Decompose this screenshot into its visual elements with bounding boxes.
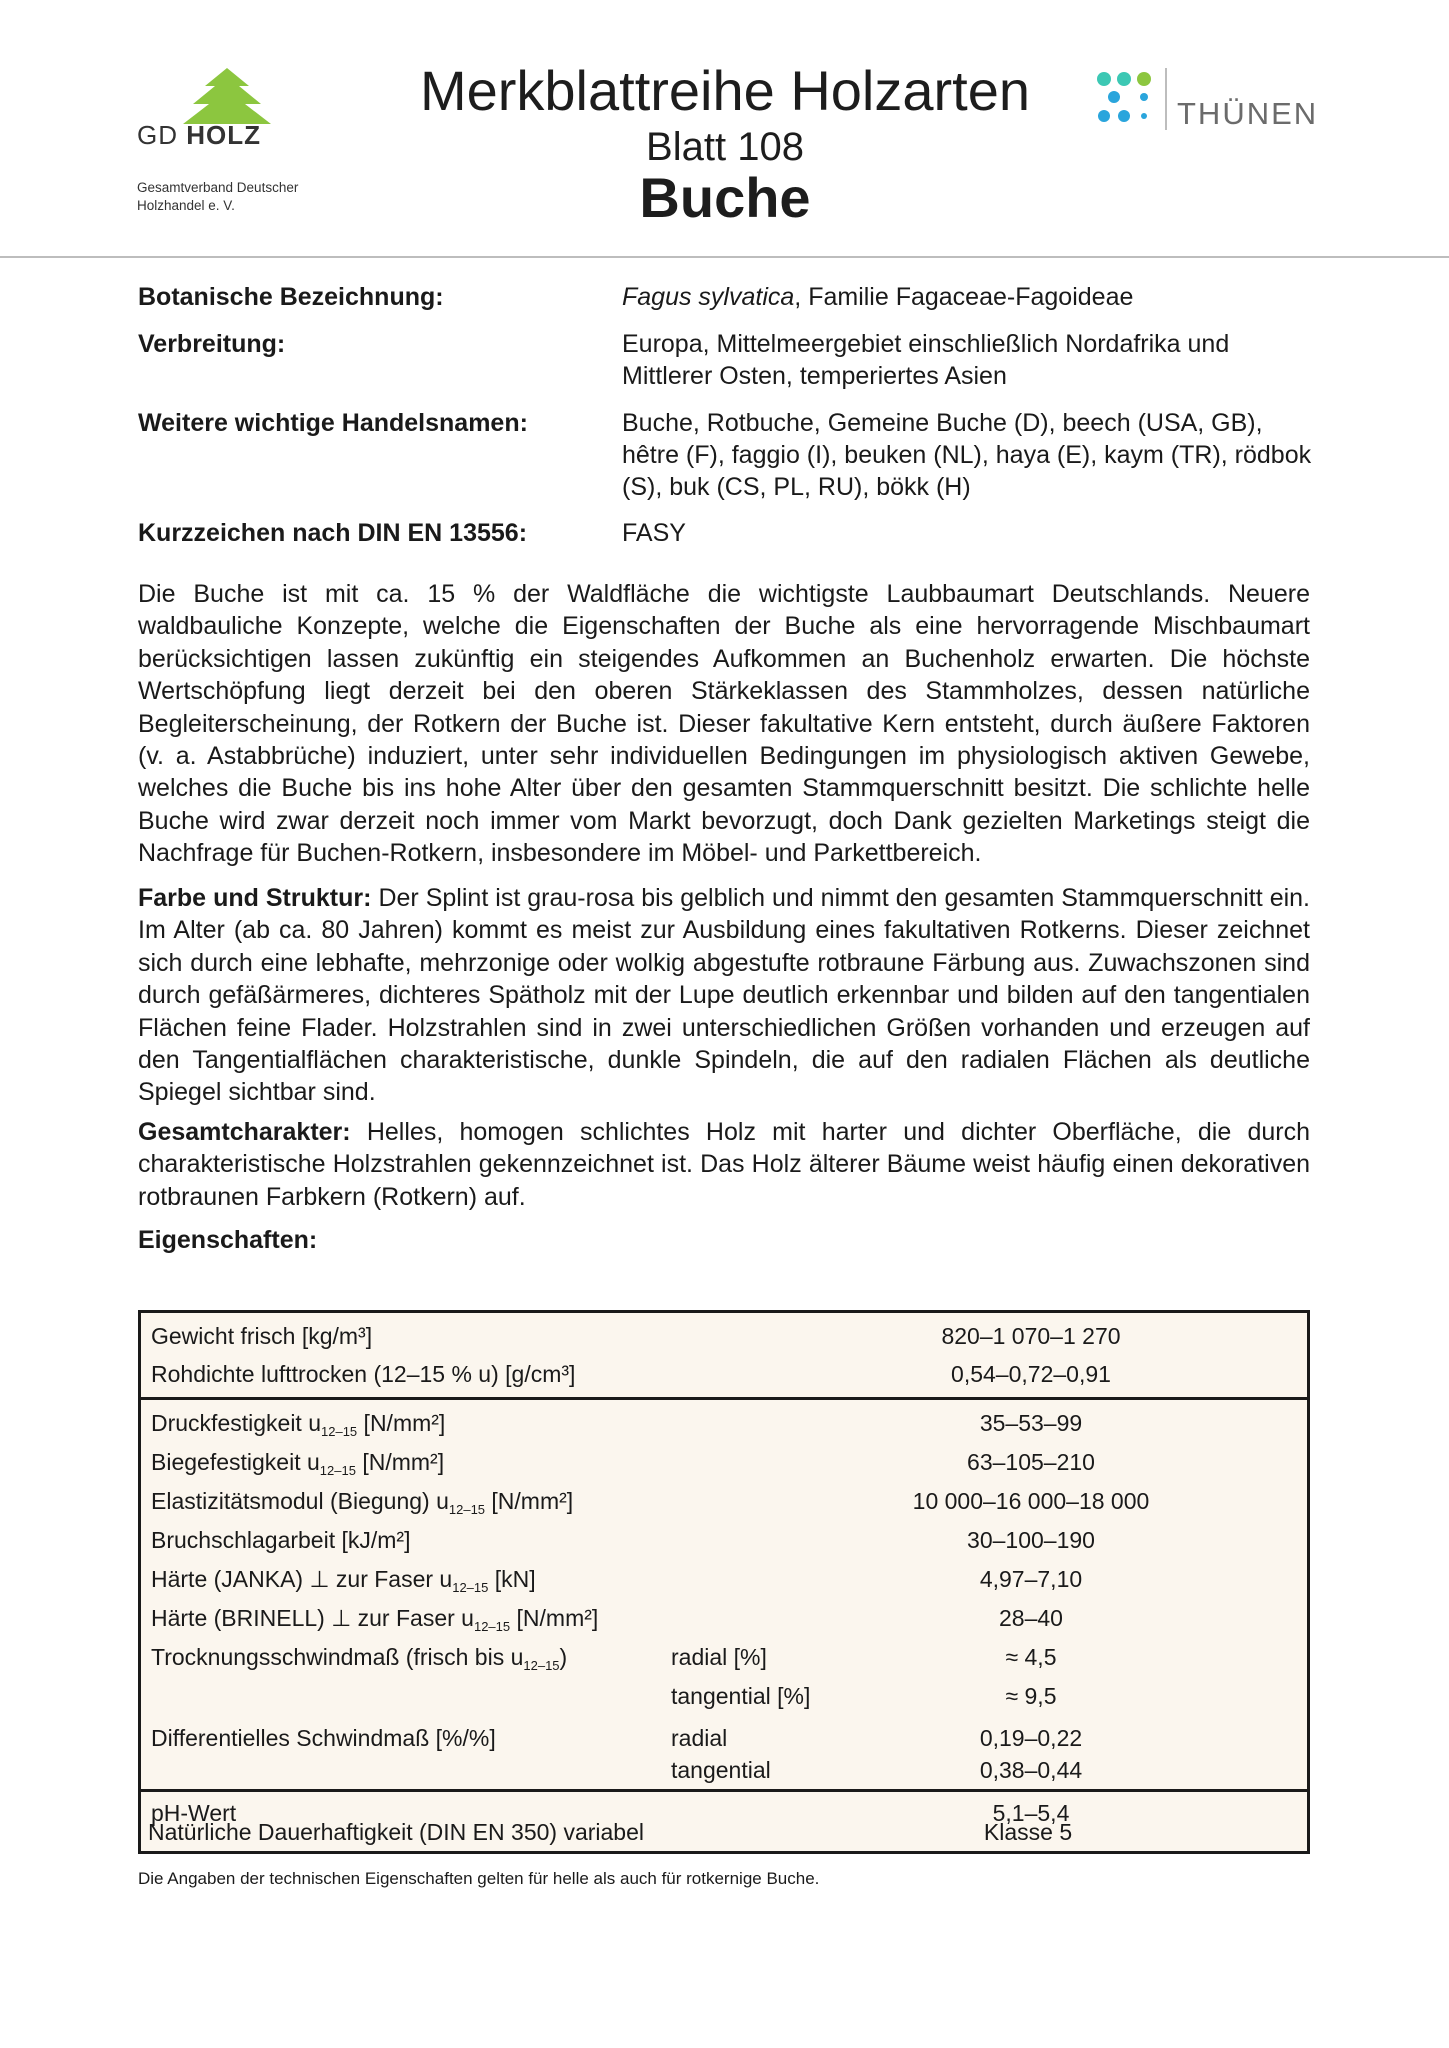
table-row: Härte (JANKA) ⊥ zur Faser $u_{12-15}$ [kN] 4,97–7,10: [151, 1566, 1083, 1595]
series-title: Merkblattreihe Holzarten: [419, 59, 1031, 122]
table-row: Trocknungsschwindmaß (frisch bis $u_{12-15}$) radial [%] ≈ 4,5: [151, 1644, 1057, 1673]
trade-names-value: Buche, Rotbuche, Gemeine Buche (D), beech (USA, GB), hêtre (F), faggio (I), beuken (NL), haya (E), kaym (TR), rödbok (S), buk (CS, PL, RU), bökk (H): [622, 409, 1312, 501]
properties-table-last-row-layer: [138, 1310, 1310, 1854]
distribution-label: Verbreitung:: [138, 330, 286, 358]
table-row: Rohdichte lufttrocken (12–15 % u) [g/cm³] 0,54–0,72–0,91: [151, 1361, 1111, 1387]
thuenen-wordmark: THÜNEN: [1177, 96, 1319, 131]
table-row: Bruchschlagarbeit [kJ/m²] 30–100–190: [151, 1527, 1095, 1553]
table-row: pH-Wert 5,1–5,4: [151, 1800, 1070, 1826]
code-label: Kurzzeichen nach DIN EN 13556:: [138, 519, 528, 547]
table-row: Biegefestigkeit $u_{12-15}$ [N/mm²] 63–105–210: [151, 1449, 1095, 1478]
table-row: Natürliche Dauerhaftigkeit (DIN EN 350) variabel Klasse 5: [148, 1819, 1073, 1845]
code-value: FASY: [622, 519, 686, 547]
header-divider: [0, 256, 1449, 258]
species-title: Buche: [639, 166, 811, 229]
properties-heading: Eigenschaften:: [138, 1226, 318, 1254]
table-row: tangential [%] ≈ 9,5: [671, 1683, 1057, 1709]
table-row: Elastizitätsmodul (Biegung) $u_{12-15}$ [N/mm²] 10 000–16 000–18 000: [151, 1488, 1150, 1517]
color-structure-label: Farbe und Struktur:: [138, 884, 372, 912]
overall-character-label: Gesamtcharakter:: [138, 1118, 351, 1146]
table-row: tangential 0,38–0,44: [671, 1757, 1083, 1783]
sheet-number: Blatt 108: [646, 125, 804, 169]
page-header: [0, 0, 1449, 258]
overall-character-paragraph: Gesamtcharakter: Helles, homogen schlichtes Holz mit harter und dichter Oberfläche, die durch charakteristische Holzstrahlen gekennzeichnet ist. Das Holz älterer Bäume weist häufig einen dekorativen rotbraunen Farbkern (Rotkern) auf.: [138, 1118, 1310, 1211]
table-row: Druckfestigkeit $u_{12-15}$ [N/mm²] 35–53–99: [151, 1410, 1083, 1439]
color-structure-paragraph: Farbe und Struktur: Der Splint ist grau-rosa bis gelblich und nimmt den gesamten Stammquerschnitt ein. Im Alter (ab ca. 80 Jahren) kommt es meist zur Ausbildung eines fakultativen Rotkerns. Dieser zeichnet sich durch eine lebhafte, mehrzonige oder wolkig abgestufte rotbraune Färbung aus. Zuwachszonen sind durch gefäßärmeres, dichteres Spätholz mit der Lupe deutlich erkennbar und bilden auf den tangentialen Flächen feine Flader. Holzstrahlen sind in zwei unterschiedlichen Größen vorhanden und erzeugen auf den Tangentialflächen charakteristische, dunkle Spindeln, die auf den radialen Flächen als deutliche Spiegel sichtbar sind.: [138, 884, 1310, 1107]
table-row: Differentielles Schwindmaß [%/%] radial 0,19–0,22: [151, 1725, 1083, 1751]
trade-names-label: Weitere wichtige Handelsnamen:: [138, 409, 528, 437]
table-row: Gewicht frisch [kg/m³] 820–1 070–1 270: [151, 1323, 1121, 1349]
dots-icon: [1095, 70, 1157, 132]
table-row: Härte (BRINELL) ⊥ zur Faser $u_{12-15}$ [N/mm²] 28–40: [151, 1605, 1063, 1634]
botanical-name-value: Fagus sylvatica, Familie Fagaceae-Fagoideae: [622, 283, 1134, 311]
thuenen-logo: [1095, 68, 1325, 138]
gd-holz-wordmark: GD HOLZ: [137, 120, 261, 150]
intro-paragraph: Die Buche ist mit ca. 15 % der Waldfläche die wichtigste Laubbaumart Deutschlands. Neuere waldbauliche Konzepte, welche die Eigenschaften der Buche als eine hervorragende Mischbaumart berücksichtigen lassen zukünftig ein steigendes Aufkommen an Buchenholz erwarten. Die höchste Wertschöpfung liegt derzeit bei den oberen Stärkeklassen des Stammholzes, dessen natürliche Begleiterscheinung, der Rotkern der Buche ist. Dieser fakultative Kern entsteht, durch äußere Faktoren (v. a. Astabbrüche) induziert, unter sehr individuellen Bedingungen im physiologisch aktiven Gewebe, welches die Buche bis ins hohe Alter über den gesamten Stammquerschnitt besitzt. Die schlichte helle Buche wird zwar derzeit noch immer vom Markt bevorzugt, doch Dank gezielten Marketings steigt die Nachfrage für Buchen-Rotkern, insbesondere im Möbel- und Parkettbereich.: [138, 580, 1310, 868]
botanical-name-label: Botanische Bezeichnung:: [138, 283, 444, 311]
distribution-value: Europa, Mittelmeergebiet einschließlich Nordafrika und Mittlerer Osten, temperiertes Asien: [622, 330, 1230, 390]
org-name: Gesamtverband Deutscher Holzhandel e. V.: [137, 180, 299, 213]
footnote: Die Angaben der technischen Eigenschaften gelten für helle als auch für rotkernige Buche.: [138, 1869, 820, 1888]
logo-divider: [1165, 68, 1167, 130]
